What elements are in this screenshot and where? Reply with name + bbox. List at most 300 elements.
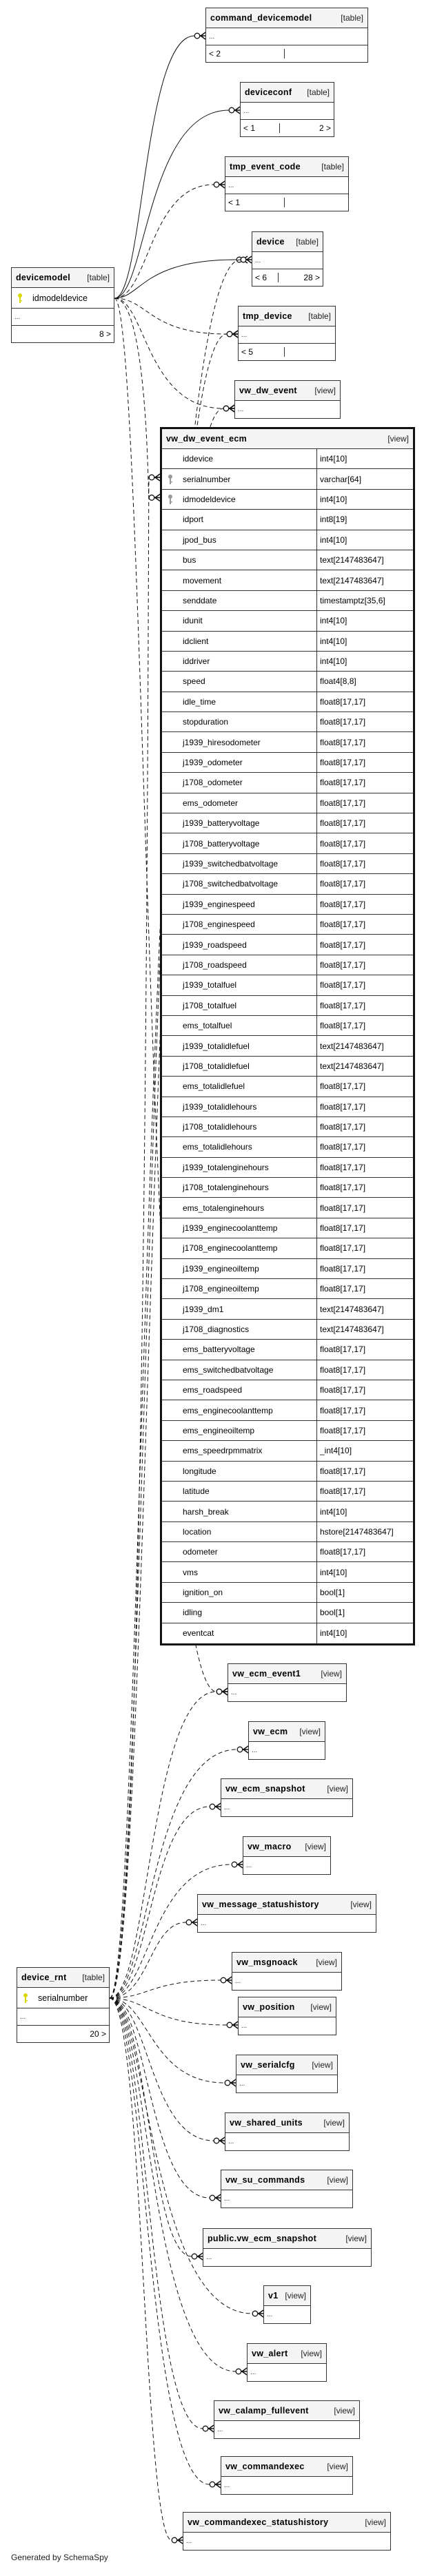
column-type: float8[17,17] xyxy=(320,939,366,950)
column-row[interactable] xyxy=(162,833,413,853)
column-row[interactable] xyxy=(162,570,413,590)
column-type: float8[17,17] xyxy=(320,1243,366,1254)
columns-collapsed-row xyxy=(248,2364,326,2381)
entity-header xyxy=(225,2113,349,2133)
column-type: float8[17,17] xyxy=(320,1101,366,1112)
entity-vw-commandexec[interactable] xyxy=(221,2456,353,2495)
entity-name[interactable]: vw_dw_event_ecm xyxy=(166,434,248,444)
entity-name[interactable]: device_rnt xyxy=(21,1973,67,1982)
crows-foot-icon xyxy=(177,2537,183,2544)
column-row[interactable] xyxy=(162,975,413,995)
column-name: j1939_totalidlehours xyxy=(183,1101,257,1112)
column-type: float8[17,17] xyxy=(320,838,366,849)
entity-v1[interactable] xyxy=(263,2285,311,2324)
entity-header xyxy=(221,2170,352,2190)
column-row[interactable] xyxy=(162,652,413,672)
column-type: _int4[10] xyxy=(320,1446,352,1456)
column-row[interactable] xyxy=(162,1036,413,1056)
entity-name[interactable]: vw_commandexec xyxy=(225,2462,305,2471)
crows-foot-icon xyxy=(208,2425,214,2432)
column-row[interactable] xyxy=(162,1542,413,1562)
entity-header xyxy=(183,2513,390,2533)
column-row[interactable] xyxy=(162,1117,413,1137)
entity-tmp-device[interactable] xyxy=(238,306,336,361)
column-name: j1939_dm1 xyxy=(183,1304,224,1314)
column-name: j1939_totalenginehours xyxy=(183,1162,269,1172)
entity-kind: [table] xyxy=(87,273,110,282)
entity-kind: [view] xyxy=(321,1669,342,1679)
columns-collapsed-row xyxy=(252,252,323,269)
child-count[interactable]: 2 > xyxy=(319,123,331,133)
entity-name[interactable]: public.vw_ecm_snapshot xyxy=(208,2234,317,2243)
column-row[interactable] xyxy=(162,490,413,510)
column-name: j1708_totalidlefuel xyxy=(183,1061,250,1071)
column-name: j1939_totalfuel xyxy=(183,980,237,990)
crows-foot-icon xyxy=(226,1977,232,1984)
entity-name[interactable]: vw_message_statushistory xyxy=(202,1900,319,1909)
ellipsis: ... xyxy=(241,2022,248,2030)
column-name: j1939_roadspeed xyxy=(183,939,247,950)
key-column-row[interactable] xyxy=(17,1988,109,2008)
column-name: j1708_batteryvoltage xyxy=(183,838,260,849)
crows-foot-icon xyxy=(219,2137,225,2144)
column-row[interactable] xyxy=(162,854,413,874)
ellipsis: ... xyxy=(235,1977,241,1985)
zero-cardinality-icon xyxy=(241,257,246,262)
zero-cardinality-icon xyxy=(210,2195,215,2201)
column-row[interactable] xyxy=(162,1320,413,1340)
generated-by-text: Generated by SchemaSpy xyxy=(11,2553,108,2562)
entity-kind: [view] xyxy=(350,1900,372,1909)
ellipsis: ... xyxy=(228,181,234,189)
entity-header xyxy=(241,83,334,103)
column-type: int4[10] xyxy=(320,1506,347,1517)
column-row[interactable] xyxy=(162,1158,413,1178)
column-name: j1939_enginespeed xyxy=(183,899,255,909)
columns-collapsed-row xyxy=(183,2533,390,2550)
column-row[interactable] xyxy=(162,632,413,652)
column-type: float8[17,17] xyxy=(320,1142,366,1152)
crows-foot-icon xyxy=(230,2079,236,2086)
columns-collapsed-row xyxy=(206,28,367,45)
relationship-line xyxy=(110,1998,225,2083)
entity-header xyxy=(228,1664,346,1684)
columns-collapsed-row xyxy=(264,2306,310,2323)
column-row[interactable] xyxy=(162,449,413,469)
zero-cardinality-icon xyxy=(149,475,154,480)
column-type: float8[17,17] xyxy=(320,1284,366,1294)
parent-count[interactable]: < 1 xyxy=(225,198,285,207)
parent-count[interactable]: < 5 xyxy=(239,347,285,357)
column-name: vms xyxy=(183,1567,198,1577)
column-type: float8[17,17] xyxy=(320,959,366,970)
relationship-line xyxy=(110,1998,214,2141)
column-name: j1939_odometer xyxy=(183,758,243,768)
entity-vw-commandexec-statushistory[interactable] xyxy=(183,2512,391,2551)
column-row[interactable] xyxy=(162,935,413,955)
crows-foot-icon xyxy=(241,2368,247,2375)
entity-kind: [view] xyxy=(305,1842,326,1851)
entity-vw-macro[interactable] xyxy=(243,1836,331,1875)
column-type: float8[17,17] xyxy=(320,1162,366,1172)
column-row[interactable] xyxy=(162,1562,413,1582)
column-row[interactable] xyxy=(162,813,413,833)
column-row[interactable] xyxy=(162,1198,413,1218)
column-name: harsh_break xyxy=(183,1506,229,1517)
entity-kind: [view] xyxy=(301,2349,322,2358)
column-type: float8[17,17] xyxy=(320,1486,366,1497)
key-column-name: serialnumber xyxy=(38,1993,88,2003)
entity-name[interactable]: vw_position xyxy=(243,2002,295,2012)
zero-cardinality-icon xyxy=(252,2311,258,2316)
column-row[interactable] xyxy=(162,996,413,1016)
entity-footer xyxy=(241,120,334,136)
column-row[interactable] xyxy=(162,773,413,793)
column-row[interactable] xyxy=(162,672,413,692)
column-type: text[2147483647] xyxy=(320,575,384,585)
entity-kind: [view] xyxy=(345,2234,367,2243)
crows-foot-icon xyxy=(243,1746,248,1753)
column-row[interactable] xyxy=(162,874,413,894)
foreign-key-icon xyxy=(162,494,179,505)
entity-vw-ecm-snapshot[interactable] xyxy=(221,1778,353,1817)
parent-count[interactable]: < 1 xyxy=(241,123,280,133)
entity-devicemodel[interactable] xyxy=(11,267,114,343)
columns-collapsed-row xyxy=(214,2421,359,2438)
column-row[interactable] xyxy=(162,1441,413,1461)
entity-name[interactable]: vw_su_commands xyxy=(225,2175,305,2185)
entity-name[interactable]: vw_serialcfg xyxy=(241,2060,295,2070)
ellipsis: ... xyxy=(241,331,248,339)
entity-vw-dw-event[interactable] xyxy=(234,380,341,419)
relationship-line xyxy=(110,1998,210,2484)
column-row[interactable] xyxy=(162,1421,413,1441)
column-row[interactable] xyxy=(162,611,413,631)
column-row[interactable] xyxy=(162,1279,413,1299)
column-row[interactable] xyxy=(162,1380,413,1400)
column-type: text[2147483647] xyxy=(320,555,384,565)
column-name: ems_speedrpmmatrix xyxy=(183,1446,263,1456)
columns-collapsed-row xyxy=(243,1857,330,1874)
column-row[interactable] xyxy=(162,1057,413,1077)
column-type: float8[17,17] xyxy=(320,1122,366,1132)
column-name: serialnumber xyxy=(183,474,231,484)
ellipsis: ... xyxy=(20,2013,26,2021)
entity-device[interactable] xyxy=(252,231,323,287)
column-name: ems_switchedbatvoltage xyxy=(183,1364,274,1375)
entity-command-devicemodel[interactable] xyxy=(205,8,368,63)
column-row[interactable] xyxy=(162,530,413,550)
column-row[interactable] xyxy=(162,1522,413,1542)
entity-device-rnt[interactable] xyxy=(17,1967,110,2043)
zero-cardinality-icon xyxy=(232,1862,237,1867)
entity-vw-su-commands[interactable] xyxy=(221,2170,353,2208)
ellipsis: ... xyxy=(224,1804,230,1811)
crows-foot-icon xyxy=(154,495,160,501)
parent-count[interactable]: < 6 xyxy=(252,273,279,282)
entity-name[interactable]: vw_shared_units xyxy=(230,2118,303,2128)
entity-kind: [view] xyxy=(327,2462,348,2471)
ellipsis: ... xyxy=(252,1747,258,1754)
entity-header xyxy=(235,381,340,401)
column-row[interactable] xyxy=(162,1340,413,1360)
entity-name[interactable]: vw_dw_event xyxy=(239,386,297,395)
zero-cardinality-icon xyxy=(225,2080,230,2086)
entity-name[interactable]: vw_commandexec_statushistory xyxy=(188,2517,329,2527)
column-row[interactable] xyxy=(162,1218,413,1238)
entity-name[interactable]: vw_ecm_snapshot xyxy=(225,1784,305,1794)
parent-count[interactable]: < 2 xyxy=(206,49,285,59)
column-row[interactable] xyxy=(162,1178,413,1198)
column-row[interactable] xyxy=(162,732,413,752)
entity-kind: [table] xyxy=(321,162,344,172)
entity-kind: [table] xyxy=(341,13,363,23)
zero-cardinality-icon xyxy=(216,1689,222,1694)
column-name: j1939_engineoiltemp xyxy=(183,1263,259,1274)
columns-collapsed-row xyxy=(12,309,114,326)
ellipsis: ... xyxy=(231,1689,237,1696)
column-type: float8[17,17] xyxy=(320,920,366,930)
column-type: float8[17,17] xyxy=(320,1385,366,1395)
entity-public-vw-ecm-snapshot[interactable] xyxy=(203,2228,372,2267)
column-name: jpod_bus xyxy=(183,534,216,545)
column-name: j1939_switchedbatvoltage xyxy=(183,859,279,869)
column-row[interactable] xyxy=(162,1238,413,1258)
column-type: float8[17,17] xyxy=(320,980,366,990)
zero-cardinality-icon xyxy=(192,2254,197,2259)
entity-name[interactable]: vw_msgnoack xyxy=(236,1957,298,1967)
entity-kind: [view] xyxy=(327,2175,348,2185)
entity-vw-shared-units[interactable] xyxy=(225,2112,350,2151)
entity-kind: [view] xyxy=(323,2118,345,2128)
column-type: float8[17,17] xyxy=(320,696,366,707)
column-type: text[2147483647] xyxy=(320,1324,384,1334)
entity-name[interactable]: devicemodel xyxy=(16,273,71,282)
zero-cardinality-icon xyxy=(236,2369,241,2374)
entity-name[interactable]: vw_calamp_fullevent xyxy=(219,2406,309,2416)
column-type: float8[17,17] xyxy=(320,737,366,747)
column-row[interactable] xyxy=(162,550,413,570)
crows-foot-icon xyxy=(219,181,225,188)
ellipsis: ... xyxy=(255,256,261,264)
entity-name[interactable]: vw_alert xyxy=(252,2349,288,2358)
column-type: float8[17,17] xyxy=(320,717,366,727)
zero-cardinality-icon xyxy=(229,107,234,113)
ellipsis: ... xyxy=(206,2254,212,2261)
column-row[interactable] xyxy=(162,1462,413,1482)
column-row[interactable] xyxy=(162,1299,413,1319)
column-name: longitude xyxy=(183,1466,216,1476)
column-type: int8[19] xyxy=(320,515,347,525)
column-row[interactable] xyxy=(162,1583,413,1603)
entity-kind: [table] xyxy=(82,1973,105,1982)
child-count[interactable]: 20 > xyxy=(90,2029,106,2039)
primary-key-icon xyxy=(17,1993,34,2004)
column-row[interactable] xyxy=(162,510,413,530)
entity-vw-ecm-event1[interactable] xyxy=(228,1663,347,1702)
column-type: text[2147483647] xyxy=(320,1061,384,1071)
entity-vw-ecm[interactable] xyxy=(248,1721,325,1760)
relationship-line xyxy=(110,1998,236,2371)
entity-kind: [view] xyxy=(314,386,336,395)
column-row[interactable] xyxy=(162,915,413,935)
entity-name[interactable]: vw_ecm xyxy=(253,1727,288,1736)
column-row[interactable] xyxy=(162,1482,413,1502)
column-name: idclient xyxy=(183,636,209,646)
entity-kind: [view] xyxy=(299,1727,321,1736)
column-name: ems_totalfuel xyxy=(183,1021,232,1031)
entity-tmp-event-code[interactable] xyxy=(225,156,349,211)
ellipsis: ... xyxy=(14,313,21,321)
column-row[interactable] xyxy=(162,1016,413,1036)
relationship-line xyxy=(110,1922,186,1998)
column-name: j1708_engineoiltemp xyxy=(183,1284,259,1294)
column-row[interactable] xyxy=(162,1502,413,1521)
column-type: float8[17,17] xyxy=(320,1000,366,1010)
column-name: odometer xyxy=(183,1547,218,1557)
column-row[interactable] xyxy=(162,1400,413,1420)
entity-name[interactable]: v1 xyxy=(268,2291,279,2300)
entity-vw-message-statushistory[interactable] xyxy=(197,1894,376,1933)
column-row[interactable] xyxy=(162,1360,413,1380)
column-row[interactable] xyxy=(162,955,413,975)
zero-cardinality-icon xyxy=(186,1920,192,1925)
column-row[interactable] xyxy=(162,895,413,915)
entity-vw-serialcfg[interactable] xyxy=(236,2055,338,2093)
entity-header xyxy=(162,429,413,449)
column-type: float8[17,17] xyxy=(320,1021,366,1031)
ellipsis: ... xyxy=(186,2537,192,2545)
entity-name[interactable]: vw_ecm_event1 xyxy=(232,1669,301,1679)
entity-vw-dw-event-ecm[interactable] xyxy=(160,427,415,1645)
entity-footer xyxy=(17,2026,109,2042)
ellipsis: ... xyxy=(228,2138,234,2146)
entity-name[interactable]: tmp_event_code xyxy=(230,162,301,172)
ellipsis: ... xyxy=(217,2426,223,2433)
columns-collapsed-row xyxy=(249,1742,325,1759)
entity-header xyxy=(221,1779,352,1799)
column-type: int4[10] xyxy=(320,1628,347,1639)
column-type: int4[10] xyxy=(320,534,347,545)
column-row[interactable] xyxy=(162,1603,413,1623)
entity-header xyxy=(232,1953,341,1973)
crows-foot-icon xyxy=(154,474,160,481)
column-type: float8[17,17] xyxy=(320,879,366,889)
relationship-line xyxy=(114,298,223,408)
column-row[interactable] xyxy=(162,1259,413,1279)
column-name: latitude xyxy=(183,1486,210,1497)
entity-kind: [view] xyxy=(310,2002,332,2012)
zero-cardinality-icon xyxy=(223,406,229,411)
column-row[interactable] xyxy=(162,753,413,773)
entity-header xyxy=(243,1837,330,1857)
entity-header xyxy=(239,1997,336,2017)
entity-kind: [view] xyxy=(285,2291,306,2300)
column-name: stopduration xyxy=(183,717,229,727)
entity-kind: [table] xyxy=(296,237,319,247)
entity-vw-msgnoack[interactable] xyxy=(232,1952,342,1991)
relationship-line xyxy=(110,1998,210,2198)
columns-collapsed-row xyxy=(221,2190,352,2208)
zero-cardinality-icon xyxy=(210,1804,215,1809)
entity-footer xyxy=(12,326,114,342)
column-name: ems_enginecoolanttemp xyxy=(183,1405,273,1415)
column-row[interactable] xyxy=(162,1077,413,1097)
entity-footer xyxy=(239,344,335,360)
ellipsis: ... xyxy=(201,1920,207,1927)
zero-cardinality-icon xyxy=(149,495,154,501)
entity-vw-alert[interactable] xyxy=(247,2343,327,2382)
column-type: float8[17,17] xyxy=(320,1223,366,1234)
column-row[interactable] xyxy=(162,793,413,813)
column-row[interactable] xyxy=(162,692,413,712)
entity-kind: [view] xyxy=(334,2406,355,2416)
crows-foot-icon xyxy=(232,331,238,337)
entity-header xyxy=(17,1968,109,1988)
entity-name[interactable]: device xyxy=(256,237,285,247)
column-row[interactable] xyxy=(162,1097,413,1117)
column-name: ems_totalenginehours xyxy=(183,1203,265,1213)
columns-collapsed-row xyxy=(203,2249,371,2266)
crows-foot-icon xyxy=(215,2481,221,2488)
entity-header xyxy=(225,157,348,177)
entity-deviceconf[interactable] xyxy=(240,82,334,137)
column-type: float8[17,17] xyxy=(320,1203,366,1213)
column-type: bool[1] xyxy=(320,1608,345,1618)
entity-header xyxy=(252,232,323,252)
columns-collapsed-row xyxy=(235,401,340,418)
child-count[interactable]: 28 > xyxy=(303,273,321,282)
column-type: float8[17,17] xyxy=(320,1466,366,1476)
column-type: text[2147483647] xyxy=(320,1304,384,1314)
column-name: speed xyxy=(183,676,205,687)
column-type: int4[10] xyxy=(320,616,347,626)
column-name: iddriver xyxy=(183,656,210,667)
entity-header xyxy=(221,2457,352,2477)
entity-vw-calamp-fullevent[interactable] xyxy=(214,2400,360,2439)
column-type: varchar[64] xyxy=(320,474,362,484)
column-name: j1708_totalfuel xyxy=(183,1000,237,1010)
entity-kind: [view] xyxy=(327,1784,348,1794)
column-type: float8[17,17] xyxy=(320,1425,366,1435)
crows-foot-icon xyxy=(258,2310,263,2317)
entity-name[interactable]: command_devicemodel xyxy=(210,13,312,23)
column-row[interactable] xyxy=(162,469,413,489)
column-name: j1939_enginecoolanttemp xyxy=(183,1223,278,1234)
columns-collapsed-row xyxy=(225,177,348,194)
column-name: j1708_odometer xyxy=(183,778,243,788)
column-type: float8[17,17] xyxy=(320,899,366,909)
entity-name[interactable]: deviceconf xyxy=(245,87,292,97)
entity-footer xyxy=(225,194,348,211)
column-type: float8[17,17] xyxy=(320,1547,366,1557)
child-count[interactable]: 8 > xyxy=(99,329,111,339)
columns-collapsed-row xyxy=(221,2477,352,2494)
entity-name[interactable]: tmp_device xyxy=(243,311,292,321)
crows-foot-icon xyxy=(197,2253,203,2260)
column-type: float4[8,8] xyxy=(320,676,356,687)
column-row[interactable] xyxy=(162,712,413,732)
entity-vw-position[interactable] xyxy=(238,1997,336,2035)
entity-header xyxy=(248,2344,326,2364)
entity-name[interactable]: vw_macro xyxy=(248,1842,292,1851)
key-column-row[interactable] xyxy=(12,288,114,309)
column-row[interactable] xyxy=(162,1137,413,1157)
column-row[interactable] xyxy=(162,1623,413,1643)
zero-cardinality-icon xyxy=(214,2138,219,2143)
relationship-line xyxy=(114,298,149,498)
column-row[interactable] xyxy=(162,591,413,611)
